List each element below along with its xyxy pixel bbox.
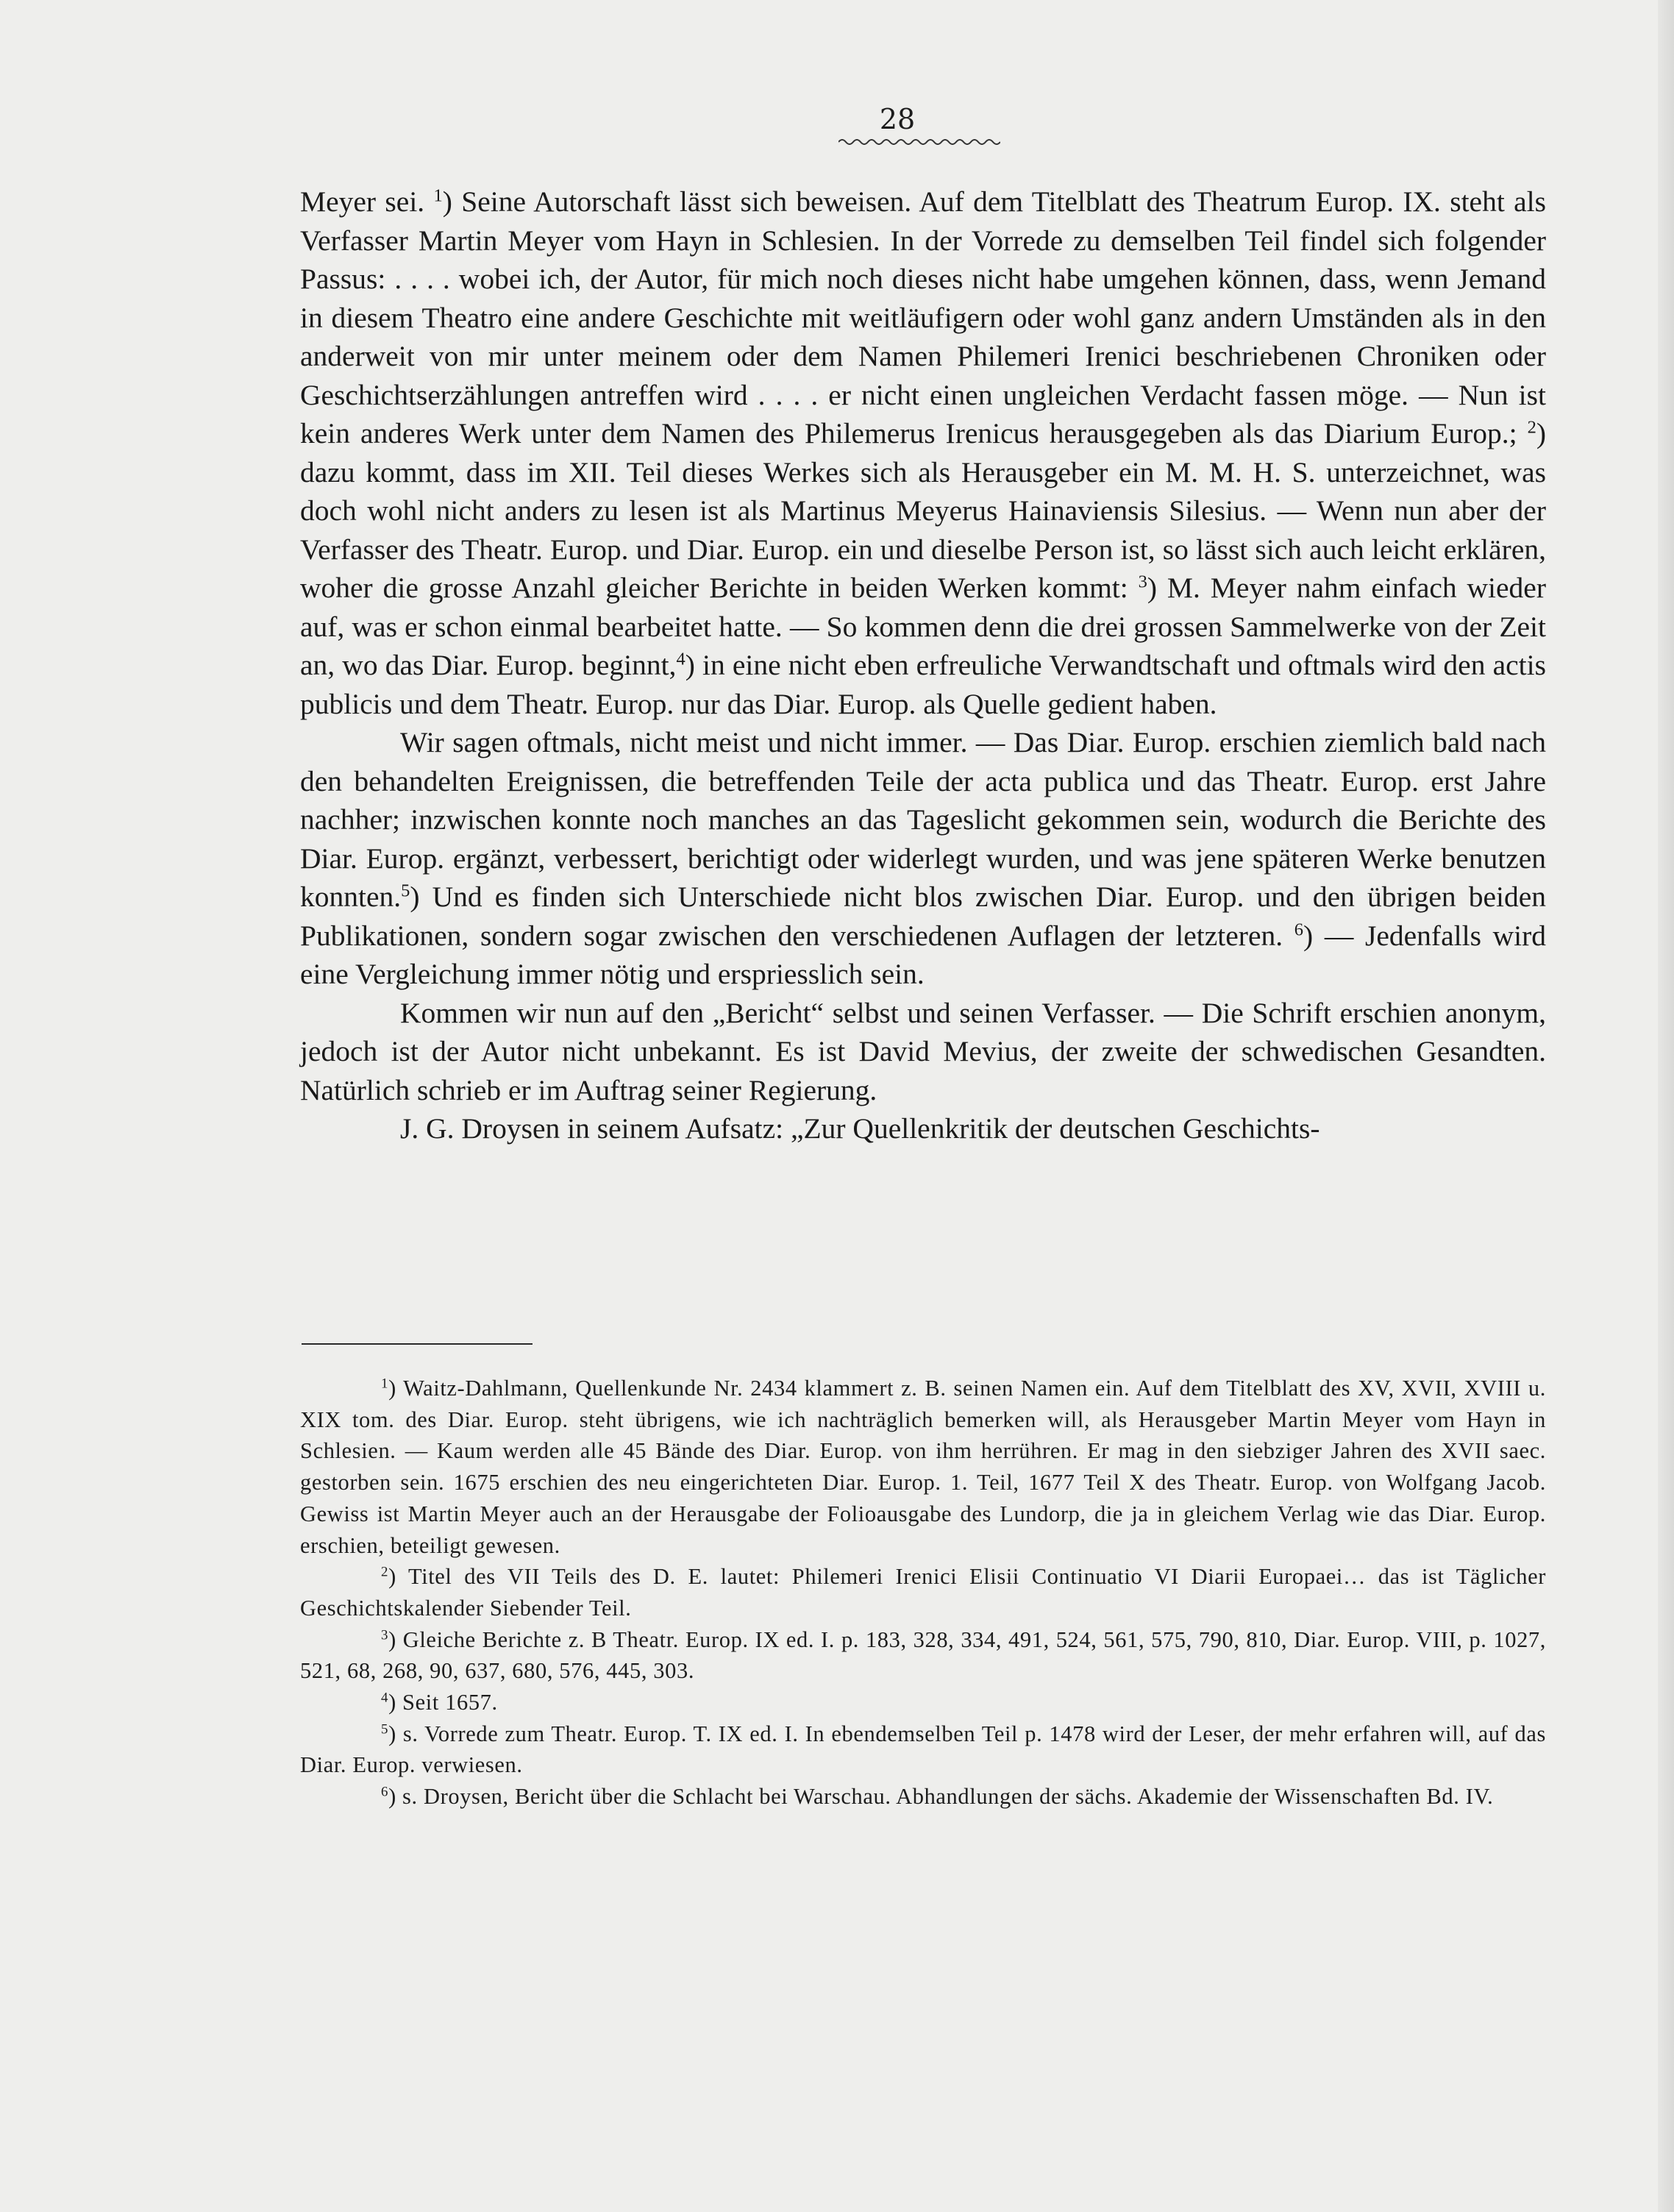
footnote-4	[300, 1687, 1546, 1718]
footnote-reference: 3	[1138, 572, 1147, 592]
text-run: ) Seine Autorschaft lässt sich beweisen. Auf dem Titelblatt des Theatrum Europ. IX. steht als Verfasser Martin Meyer vom Hayn in Schlesien. In der Vorrede zu demselben Teil findel sich folgender Passus: . . . . wobei ich, der Autor, für mich noch dieses nicht habe umgehen können, dass, wenn Jemand in diesem Theatro eine andere Geschichte mit weitläufigern oder wohl ganz andern Umständen als in den anderweit von mir unter meinem oder dem Namen Philemeri Irenici beschriebenen Chroniken oder Geschichtserzählungen antreffen wird . . . . er nicht einen ungleichen Verdacht fassen möge. — Nun ist kein anderes Werk unter dem Namen des Philemerus Irenicus herausgegeben als das Diarium Europ.;	[300, 185, 1547, 449]
text-run: ) dazu kommt, dass im XII. Teil dieses Werkes sich als Herausgeber ein M. M. H. S. unterzeichnet, was doch wohl nicht anders zu lesen ist als Martinus Meyerus Hainaviensis Silesius. — Wenn nun aber der Verfasser des Theatr. Europ. und Diar. Europ. ein und dieselbe Person ist, so lässt sich auch leicht erklären, woher die grosse Anzahl gleicher Berichte in beiden Werken kommt:	[300, 417, 1546, 604]
footnote-6	[300, 1781, 1546, 1813]
page-number: 28	[879, 103, 916, 135]
footnote-mark: 6	[381, 1784, 389, 1800]
footnote-1	[300, 1373, 1546, 1561]
footnotes	[300, 1373, 1546, 1813]
body-paragraph-3	[300, 994, 1546, 1110]
footnote-text: ) Seit 1657.	[388, 1690, 498, 1715]
text-run: Meyer sei.	[300, 185, 434, 218]
text-run: ) — Jedenfalls wird eine Vergleichung immer nötig und erspriesslich sein.	[300, 919, 1546, 990]
footnote-3	[300, 1624, 1546, 1687]
body-text	[300, 182, 1546, 1148]
footnote-text: ) Gleiche Berichte z. B Theatr. Europ. IX ed. I. p. 183, 328, 334, 491, 524, 561, 575, 790, 810, Diar. Europ. VIII, p. 1027, 521, 68, 268, 90, 637, 680, 576, 445, 303.	[300, 1626, 1546, 1684]
footnote-mark: 4	[381, 1690, 389, 1706]
footnote-2	[300, 1561, 1546, 1624]
text-run: ) M. Meyer nahm einfach wieder auf, was er schon einmal bearbeitet hatte. — So kommen denn die drei grossen Sammelwerke von der Zeit an, wo das Diar. Europ. beginnt,	[300, 572, 1546, 681]
text-run: ) Und es finden sich Unterschiede nicht blos zwischen Diar. Europ. und den übrigen beiden Publikationen, sondern sogar zwischen den verschiedenen Auflagen der letzteren.	[300, 881, 1546, 952]
footnote-reference: 6	[1294, 920, 1304, 940]
footnote-text: ) s. Vorrede zum Theatr. Europ. T. IX ed. I. In ebendemselben Teil p. 1478 wird der Leser, der mehr erfahren will, auf das Diar. Europ. verwiesen.	[300, 1721, 1546, 1778]
footnote-reference: 2	[1527, 417, 1536, 438]
footnote-mark: 1	[381, 1376, 389, 1392]
footnote-reference: 4	[676, 649, 685, 669]
page-number-ornament	[838, 137, 1000, 147]
footnote-separator	[302, 1343, 533, 1345]
footnote-reference: 5	[401, 881, 410, 901]
body-paragraph-4	[300, 1109, 1546, 1148]
footnote-text: ) s. Droysen, Bericht über die Schlacht bei Warschau. Abhandlungen der sächs. Akademie der Wissenschaften Bd. IV.	[388, 1784, 1494, 1810]
body-paragraph-1	[300, 182, 1546, 723]
footnote-mark: 2	[381, 1564, 389, 1580]
text-run: Wir sagen oftmals, nicht meist und nicht immer. — Das Diar. Europ. erschien ziemlich bald nach den behandelten Ereignissen, die betreffenden Teile der acta publica und das Theatr. Europ. erst Jahre nachher; inzwischen konnte noch manches an das Tageslicht gekommen sein, wodurch die Berichte des Diar. Europ. ergänzt, verbessert, berichtigt oder widerlegt wurden, und was jene späteren Werke benutzen konnten.	[300, 726, 1546, 913]
footnote-reference: 1	[433, 185, 443, 206]
text-run: ) in eine nicht eben erfreuliche Verwandtschaft und oftmals wird den actis publicis und dem Theatr. Europ. nur das Diar. Europ. als Quelle gedient haben.	[300, 649, 1546, 720]
footnote-text: ) Waitz-Dahlmann, Quellenkunde Nr. 2434 klammert z. B. seinen Namen ein. Auf dem Titelblatt des XV, XVII, XVIII u. XIX tom. des Diar. Europ. steht übrigens, wie ich nachträglich bemerken will, als Herausgeber Martin Meyer vom Hayn in Schlesien. — Kaum werden alle 45 Bände des Diar. Europ. von ihm herrühren. Er mag in den siebziger Jahren des XVII saec. gestorben sein. 1675 erschien des neu eingerichteten Diar. Europ. 1. Teil, 1677 Teil X des Theatr. Europ. von Wolfgang Jacob. Gewiss ist Martin Meyer auch an der Herausgabe der Folioausgabe des Lundorp, die ja in gleichem Verlag wie das Diar. Europ. erschien, beteiligt gewesen.	[300, 1376, 1546, 1558]
text-run: J. G. Droysen in seinem Aufsatz: „Zur Quellenkritik der deutschen Geschichts-	[400, 1112, 1320, 1145]
footnote-mark: 5	[381, 1721, 389, 1738]
footnote-mark: 3	[381, 1627, 389, 1643]
body-paragraph-2	[300, 723, 1546, 994]
text-run: Kommen wir nun auf den „Bericht“ selbst und seinen Verfasser. — Die Schrift erschien anonym, jedoch ist der Autor nicht unbekannt. Es ist David Mevius, der zweite der schwedischen Gesandten. Natürlich schrieb er im Auftrag seiner Regierung.	[300, 996, 1546, 1106]
footnote-text: ) Titel des VII Teils des D. E. lautet: Philemeri Irenici Elisii Continuatio VI Diarii Europaei… das ist Täglicher Geschichtskalender Siebender Teil.	[300, 1564, 1546, 1621]
footnote-5	[300, 1718, 1546, 1781]
